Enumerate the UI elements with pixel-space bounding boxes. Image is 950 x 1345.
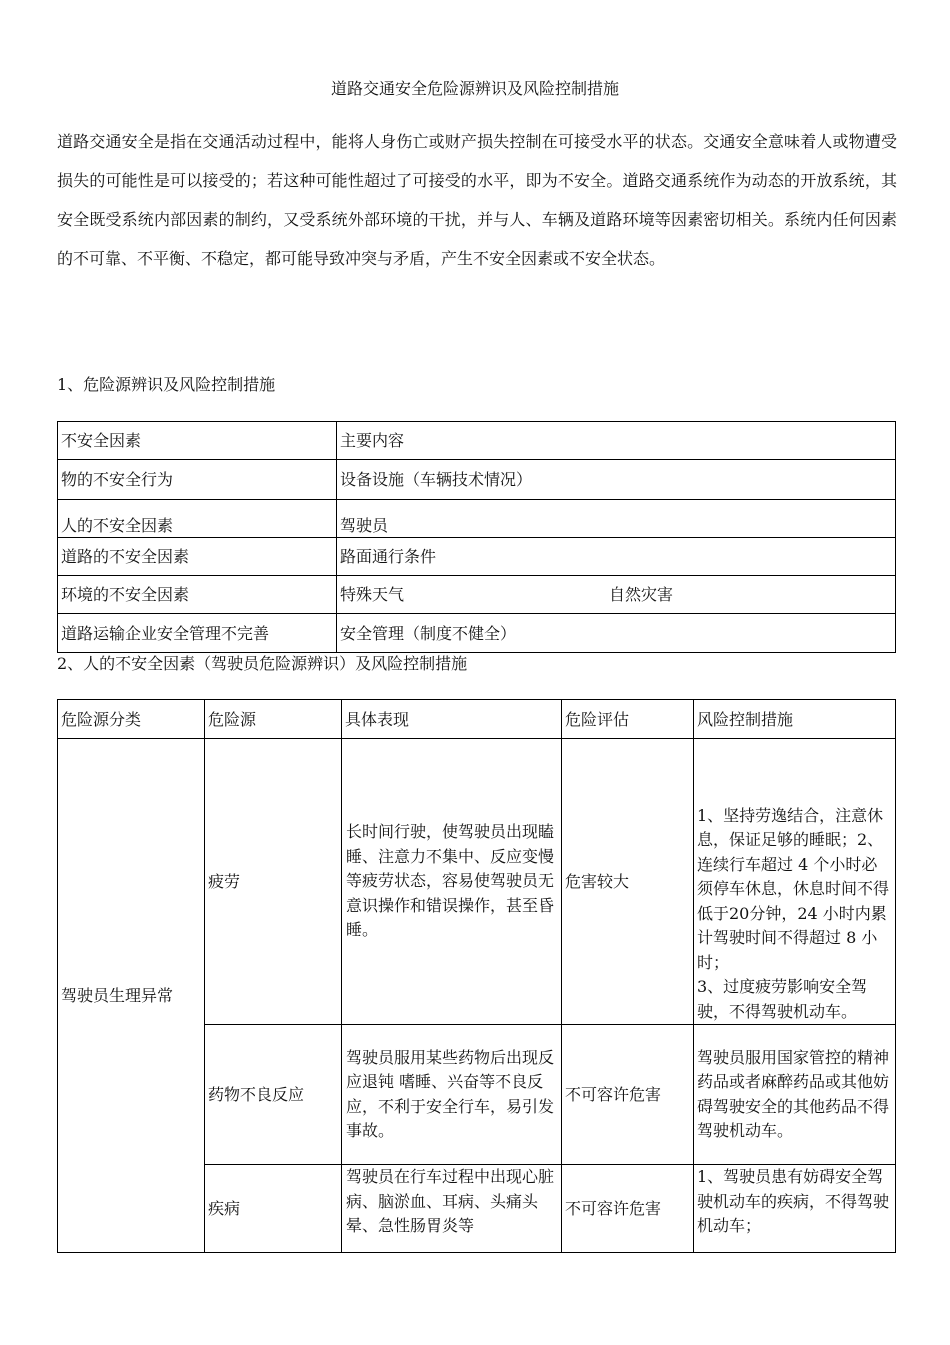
content-text: 特殊天气 — [340, 585, 405, 604]
content-cell: 设备设施（车辆技术情况） — [337, 460, 896, 500]
header-cell: 危险源 — [205, 700, 342, 739]
control-cell: 1、坚持劳逸结合，注意休息，保证足够的睡眠；2、连续行车超过 4 个小时必须停车休息，休息时间不得低于20分钟，24 小时内累计驾驶时间不得超过 8 小时； 3、过度疲劳影响安全驾驶，不得驾驶机动车。 — [694, 739, 896, 1025]
control-cell: 驾驶员服用国家管控的精神药品或者麻醉药品或其他妨碍驾驶安全的其他药品不得驾驶机动车。 — [694, 1025, 896, 1165]
content-cell: 安全管理（制度不健全） — [337, 614, 896, 653]
document-title: 道路交通安全危险源辨识及风险控制措施 — [330, 79, 619, 98]
table-row — [58, 500, 896, 538]
source-cell: 疾病 — [205, 1165, 342, 1253]
header-cell: 危险源分类 — [58, 700, 205, 739]
table-row — [58, 422, 896, 460]
unsafe-factors-table — [57, 421, 896, 653]
section2-heading: 2、人的不安全因素（驾驶员危险源辨识）及风险控制措施 — [57, 654, 468, 673]
factor-cell: 物的不安全行为 — [58, 460, 337, 500]
source-cell: 疲劳 — [205, 739, 342, 1025]
content-cell: 驾驶员 — [337, 500, 896, 538]
source-cell: 药物不良反应 — [205, 1025, 342, 1165]
table-row — [58, 576, 896, 614]
category-cell: 驾驶员生理异常 — [58, 739, 205, 1253]
section1-heading: 1、危险源辨识及风险控制措施 — [57, 375, 276, 394]
manifestation-cell: 驾驶员在行车过程中出现心脏病、脑淤血、耳病、头痛头晕、急性肠胃炎等 — [342, 1165, 562, 1253]
manifestation-cell: 长时间行驶，使驾驶员出现瞌睡、注意力不集中、反应变慢等疲劳状态，容易使驾驶员无意识操作和错误操作，甚至昏睡。 — [342, 739, 562, 1025]
factor-cell: 道路的不安全因素 — [58, 538, 337, 576]
table-header-row — [58, 700, 896, 739]
content-cell: 路面通行条件 — [337, 538, 896, 576]
header-cell: 风险控制措施 — [694, 700, 896, 739]
driver-hazard-table — [57, 699, 896, 1253]
manifestation-cell: 驾驶员服用某些药物后出现反应退钝 嗜睡、兴奋等不良反应，不利于安全行车，易引发事故。 — [342, 1025, 562, 1165]
assessment-cell: 不可容许危害 — [562, 1025, 694, 1165]
factor-cell: 人的不安全因素 — [58, 500, 337, 538]
content-cell: 主要内容 — [337, 422, 896, 460]
factor-cell: 不安全因素 — [58, 422, 337, 460]
intro-paragraph: 道路交通安全是指在交通活动过程中，能将人身伤亡或财产损失控制在可接受水平的状态。交通安全意味着人或物遭受损失的可能性是可以接受的；若这种可能性超过了可接受的水平，即为不安全。道路交通系统作为动态的开放系统，其安全既受系统内部因素的制约，又受系统外部环境的干扰，并与人、车辆及道路环境等因素密切相关。系统内任何因素的不可靠、不平衡、不稳定，都可能导致冲突与矛盾，产生不安全因素或不安全状态。 — [57, 132, 897, 268]
table-row — [58, 614, 896, 653]
assessment-cell: 不可容许危害 — [562, 1165, 694, 1253]
content-text-2: 自然灾害 — [609, 585, 674, 604]
table-row — [58, 739, 896, 1025]
content-cell — [337, 576, 896, 614]
header-cell: 具体表现 — [342, 700, 562, 739]
assessment-cell: 危害较大 — [562, 739, 694, 1025]
header-cell: 危险评估 — [562, 700, 694, 739]
table-row — [58, 460, 896, 500]
table-row — [58, 538, 896, 576]
factor-cell: 道路运输企业安全管理不完善 — [58, 614, 337, 653]
control-cell: 1、驾驶员患有妨碍安全驾驶机动车的疾病，不得驾驶机动车； — [694, 1165, 896, 1253]
factor-cell: 环境的不安全因素 — [58, 576, 337, 614]
